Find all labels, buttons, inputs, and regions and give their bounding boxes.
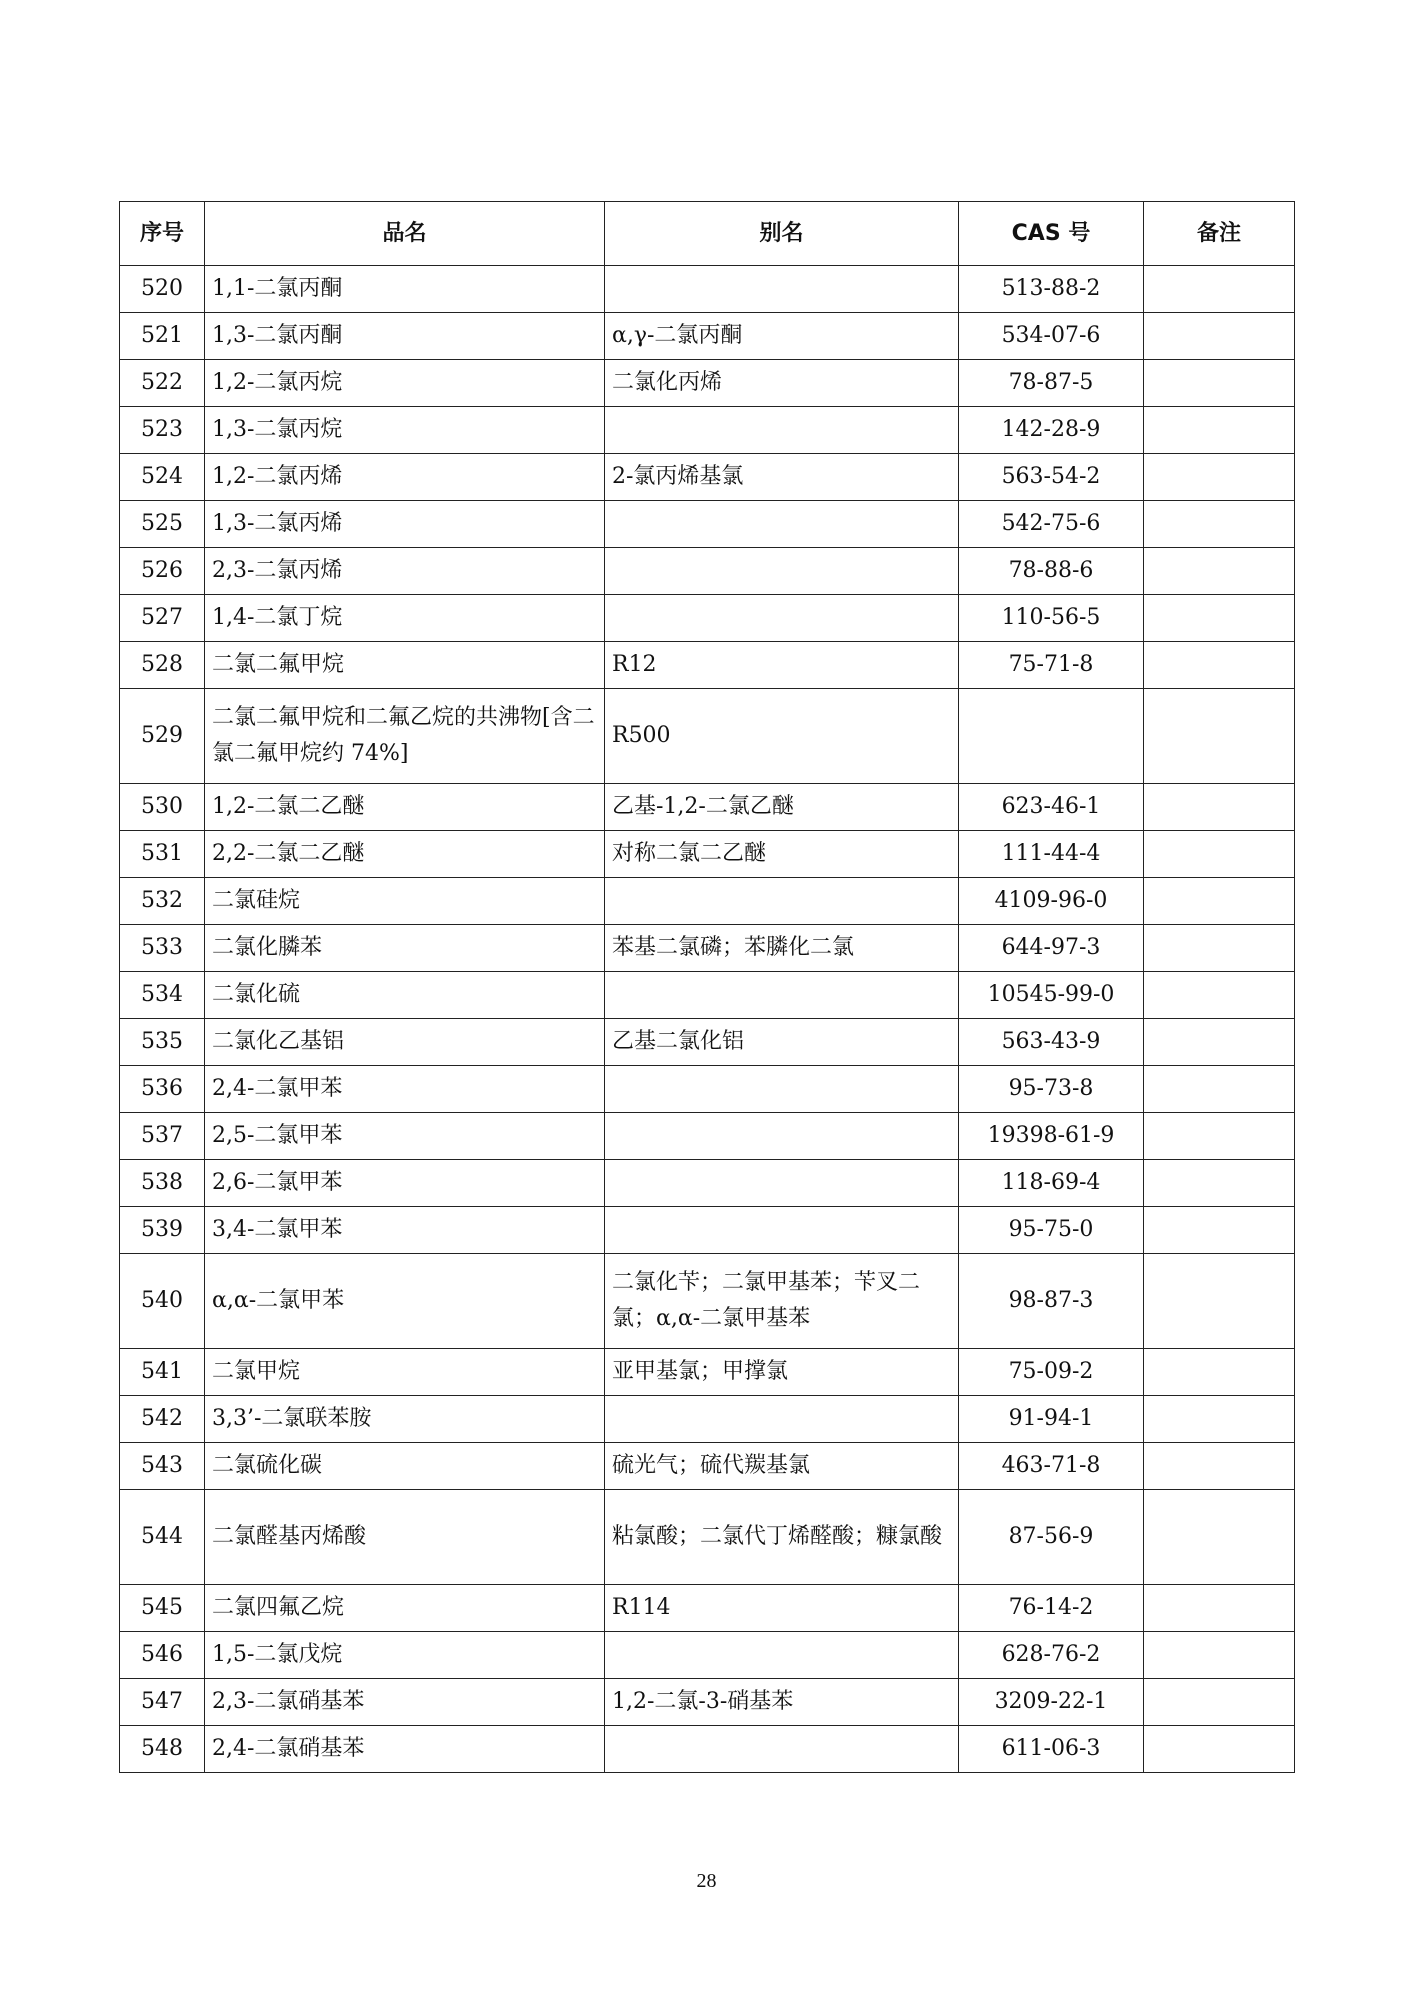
table-row [120, 1066, 1295, 1113]
table-row [120, 1585, 1295, 1632]
cell-name: 二氯甲烷 [205, 1349, 605, 1396]
cell-name: 2,4-二氯硝基苯 [205, 1726, 605, 1773]
cell-note [1144, 454, 1295, 501]
cell-cas: 75-09-2 [959, 1349, 1144, 1396]
cell-name: 2,5-二氯甲苯 [205, 1113, 605, 1160]
chemical-table [119, 201, 1295, 1773]
cell-name: 1,2-二氯丙烯 [205, 454, 605, 501]
cell-no: 522 [120, 360, 205, 407]
cell-no: 534 [120, 972, 205, 1019]
cell-cas: 611-06-3 [959, 1726, 1144, 1773]
cell-alias [605, 1632, 959, 1679]
cell-note [1144, 642, 1295, 689]
cell-alias [605, 1726, 959, 1773]
cell-no: 541 [120, 1349, 205, 1396]
header-no: 序号 [120, 202, 205, 266]
cell-alias: 乙基二氯化铝 [605, 1019, 959, 1066]
cell-note [1144, 1490, 1295, 1585]
cell-note [1144, 1443, 1295, 1490]
cell-cas: 542-75-6 [959, 501, 1144, 548]
cell-cas: 19398-61-9 [959, 1113, 1144, 1160]
cell-no: 523 [120, 407, 205, 454]
cell-name: 二氯化硫 [205, 972, 605, 1019]
cell-cas [959, 689, 1144, 784]
cell-name: 3,3’-二氯联苯胺 [205, 1396, 605, 1443]
cell-name: 1,2-二氯二乙醚 [205, 784, 605, 831]
cell-no: 544 [120, 1490, 205, 1585]
cell-alias [605, 501, 959, 548]
cell-name: 2,3-二氯丙烯 [205, 548, 605, 595]
cell-note [1144, 1066, 1295, 1113]
cell-alias [605, 1160, 959, 1207]
table-body [120, 266, 1295, 1773]
cell-no: 533 [120, 925, 205, 972]
cell-name: 二氯四氟乙烷 [205, 1585, 605, 1632]
cell-no: 532 [120, 878, 205, 925]
cell-note [1144, 1113, 1295, 1160]
cell-name: 1,4-二氯丁烷 [205, 595, 605, 642]
cell-alias [605, 1113, 959, 1160]
table-row [120, 454, 1295, 501]
cell-alias: 对称二氯二乙醚 [605, 831, 959, 878]
table-row [120, 595, 1295, 642]
cell-cas: 623-46-1 [959, 784, 1144, 831]
cell-name: 2,2-二氯二乙醚 [205, 831, 605, 878]
table-row [120, 1019, 1295, 1066]
cell-cas: 628-76-2 [959, 1632, 1144, 1679]
cell-note [1144, 1396, 1295, 1443]
header-alias: 别名 [605, 202, 959, 266]
cell-name: 二氯二氟甲烷 [205, 642, 605, 689]
table-row [120, 925, 1295, 972]
cell-cas: 513-88-2 [959, 266, 1144, 313]
cell-alias: 粘氯酸；二氯代丁烯醛酸；糠氯酸 [605, 1490, 959, 1585]
cell-cas: 118-69-4 [959, 1160, 1144, 1207]
cell-alias: R114 [605, 1585, 959, 1632]
cell-note [1144, 1679, 1295, 1726]
cell-cas: 563-43-9 [959, 1019, 1144, 1066]
cell-note [1144, 1254, 1295, 1349]
table-row [120, 407, 1295, 454]
cell-no: 546 [120, 1632, 205, 1679]
cell-note [1144, 689, 1295, 784]
cell-note [1144, 1632, 1295, 1679]
cell-alias [605, 1207, 959, 1254]
cell-cas: 644-97-3 [959, 925, 1144, 972]
table-row [120, 1113, 1295, 1160]
cell-name: 二氯化乙基铝 [205, 1019, 605, 1066]
cell-alias [605, 266, 959, 313]
cell-name: 二氯化膦苯 [205, 925, 605, 972]
cell-note [1144, 831, 1295, 878]
cell-no: 521 [120, 313, 205, 360]
cell-cas: 87-56-9 [959, 1490, 1144, 1585]
cell-alias: 乙基-1,2-二氯乙醚 [605, 784, 959, 831]
cell-note [1144, 784, 1295, 831]
cell-name: 1,3-二氯丙酮 [205, 313, 605, 360]
cell-no: 531 [120, 831, 205, 878]
cell-no: 542 [120, 1396, 205, 1443]
cell-cas: 75-71-8 [959, 642, 1144, 689]
cell-note [1144, 878, 1295, 925]
cell-no: 545 [120, 1585, 205, 1632]
table-row [120, 1207, 1295, 1254]
table-row [120, 1254, 1295, 1349]
cell-alias [605, 548, 959, 595]
cell-alias [605, 595, 959, 642]
cell-cas: 95-73-8 [959, 1066, 1144, 1113]
cell-cas: 534-07-6 [959, 313, 1144, 360]
cell-alias: 亚甲基氯；甲撑氯 [605, 1349, 959, 1396]
cell-note [1144, 595, 1295, 642]
cell-note [1144, 548, 1295, 595]
cell-note [1144, 1349, 1295, 1396]
cell-note [1144, 1585, 1295, 1632]
cell-name: 2,3-二氯硝基苯 [205, 1679, 605, 1726]
cell-cas: 98-87-3 [959, 1254, 1144, 1349]
table-row [120, 972, 1295, 1019]
cell-alias: 1,2-二氯-3-硝基苯 [605, 1679, 959, 1726]
cell-no: 530 [120, 784, 205, 831]
cell-cas: 76-14-2 [959, 1585, 1144, 1632]
table-row [120, 1726, 1295, 1773]
cell-no: 540 [120, 1254, 205, 1349]
table-row [120, 313, 1295, 360]
cell-alias [605, 878, 959, 925]
cell-note [1144, 313, 1295, 360]
cell-alias: 二氯化丙烯 [605, 360, 959, 407]
cell-alias: R12 [605, 642, 959, 689]
cell-no: 524 [120, 454, 205, 501]
cell-cas: 78-88-6 [959, 548, 1144, 595]
cell-alias: 二氯化苄；二氯甲基苯；苄叉二氯；α,α-二氯甲基苯 [605, 1254, 959, 1349]
cell-name: 二氯硫化碳 [205, 1443, 605, 1490]
cell-cas: 4109-96-0 [959, 878, 1144, 925]
header-cas: CAS 号 [959, 202, 1144, 266]
cell-name: 二氯二氟甲烷和二氟乙烷的共沸物[含二氯二氟甲烷约 74%] [205, 689, 605, 784]
cell-note [1144, 360, 1295, 407]
cell-no: 529 [120, 689, 205, 784]
table-row [120, 784, 1295, 831]
table-row [120, 1160, 1295, 1207]
cell-note [1144, 407, 1295, 454]
table-row [120, 642, 1295, 689]
cell-note [1144, 1019, 1295, 1066]
cell-alias [605, 407, 959, 454]
cell-name: 二氯硅烷 [205, 878, 605, 925]
table-row [120, 1490, 1295, 1585]
cell-name: 2,6-二氯甲苯 [205, 1160, 605, 1207]
table-row [120, 548, 1295, 595]
cell-no: 520 [120, 266, 205, 313]
cell-no: 528 [120, 642, 205, 689]
cell-note [1144, 925, 1295, 972]
page-number: 28 [696, 1870, 717, 1892]
table-row [120, 689, 1295, 784]
cell-no: 527 [120, 595, 205, 642]
cell-note [1144, 1207, 1295, 1254]
cell-cas: 91-94-1 [959, 1396, 1144, 1443]
cell-name: 2,4-二氯甲苯 [205, 1066, 605, 1113]
header-name: 品名 [205, 202, 605, 266]
cell-name: 1,5-二氯戊烷 [205, 1632, 605, 1679]
cell-name: 1,3-二氯丙烷 [205, 407, 605, 454]
cell-no: 526 [120, 548, 205, 595]
table-row [120, 878, 1295, 925]
cell-alias [605, 1396, 959, 1443]
cell-alias [605, 972, 959, 1019]
cell-note [1144, 1160, 1295, 1207]
cell-cas: 563-54-2 [959, 454, 1144, 501]
cell-no: 538 [120, 1160, 205, 1207]
cell-no: 537 [120, 1113, 205, 1160]
table-row [120, 501, 1295, 548]
cell-name: 二氯醛基丙烯酸 [205, 1490, 605, 1585]
cell-alias: 2-氯丙烯基氯 [605, 454, 959, 501]
cell-cas: 78-87-5 [959, 360, 1144, 407]
table-row [120, 266, 1295, 313]
cell-no: 525 [120, 501, 205, 548]
table-row [120, 1632, 1295, 1679]
table-row [120, 1443, 1295, 1490]
table-row [120, 1349, 1295, 1396]
cell-name: 1,1-二氯丙酮 [205, 266, 605, 313]
cell-no: 535 [120, 1019, 205, 1066]
header-note: 备注 [1144, 202, 1295, 266]
cell-alias [605, 1066, 959, 1113]
cell-note [1144, 972, 1295, 1019]
cell-no: 543 [120, 1443, 205, 1490]
cell-cas: 463-71-8 [959, 1443, 1144, 1490]
table-header-row [120, 202, 1295, 266]
cell-note [1144, 1726, 1295, 1773]
cell-note [1144, 501, 1295, 548]
cell-no: 548 [120, 1726, 205, 1773]
cell-alias: α,γ-二氯丙酮 [605, 313, 959, 360]
cell-no: 547 [120, 1679, 205, 1726]
cell-name: 1,2-二氯丙烷 [205, 360, 605, 407]
cell-cas: 10545-99-0 [959, 972, 1144, 1019]
cell-alias: 苯基二氯磷；苯膦化二氯 [605, 925, 959, 972]
table-row [120, 360, 1295, 407]
cell-name: 3,4-二氯甲苯 [205, 1207, 605, 1254]
cell-cas: 142-28-9 [959, 407, 1144, 454]
cell-cas: 110-56-5 [959, 595, 1144, 642]
cell-alias: R500 [605, 689, 959, 784]
cell-cas: 3209-22-1 [959, 1679, 1144, 1726]
cell-note [1144, 266, 1295, 313]
table-row [120, 1679, 1295, 1726]
cell-no: 536 [120, 1066, 205, 1113]
cell-name: α,α-二氯甲苯 [205, 1254, 605, 1349]
cell-cas: 111-44-4 [959, 831, 1144, 878]
cell-no: 539 [120, 1207, 205, 1254]
cell-alias: 硫光气；硫代羰基氯 [605, 1443, 959, 1490]
cell-name: 1,3-二氯丙烯 [205, 501, 605, 548]
cell-cas: 95-75-0 [959, 1207, 1144, 1254]
table-row [120, 1396, 1295, 1443]
table-row [120, 831, 1295, 878]
